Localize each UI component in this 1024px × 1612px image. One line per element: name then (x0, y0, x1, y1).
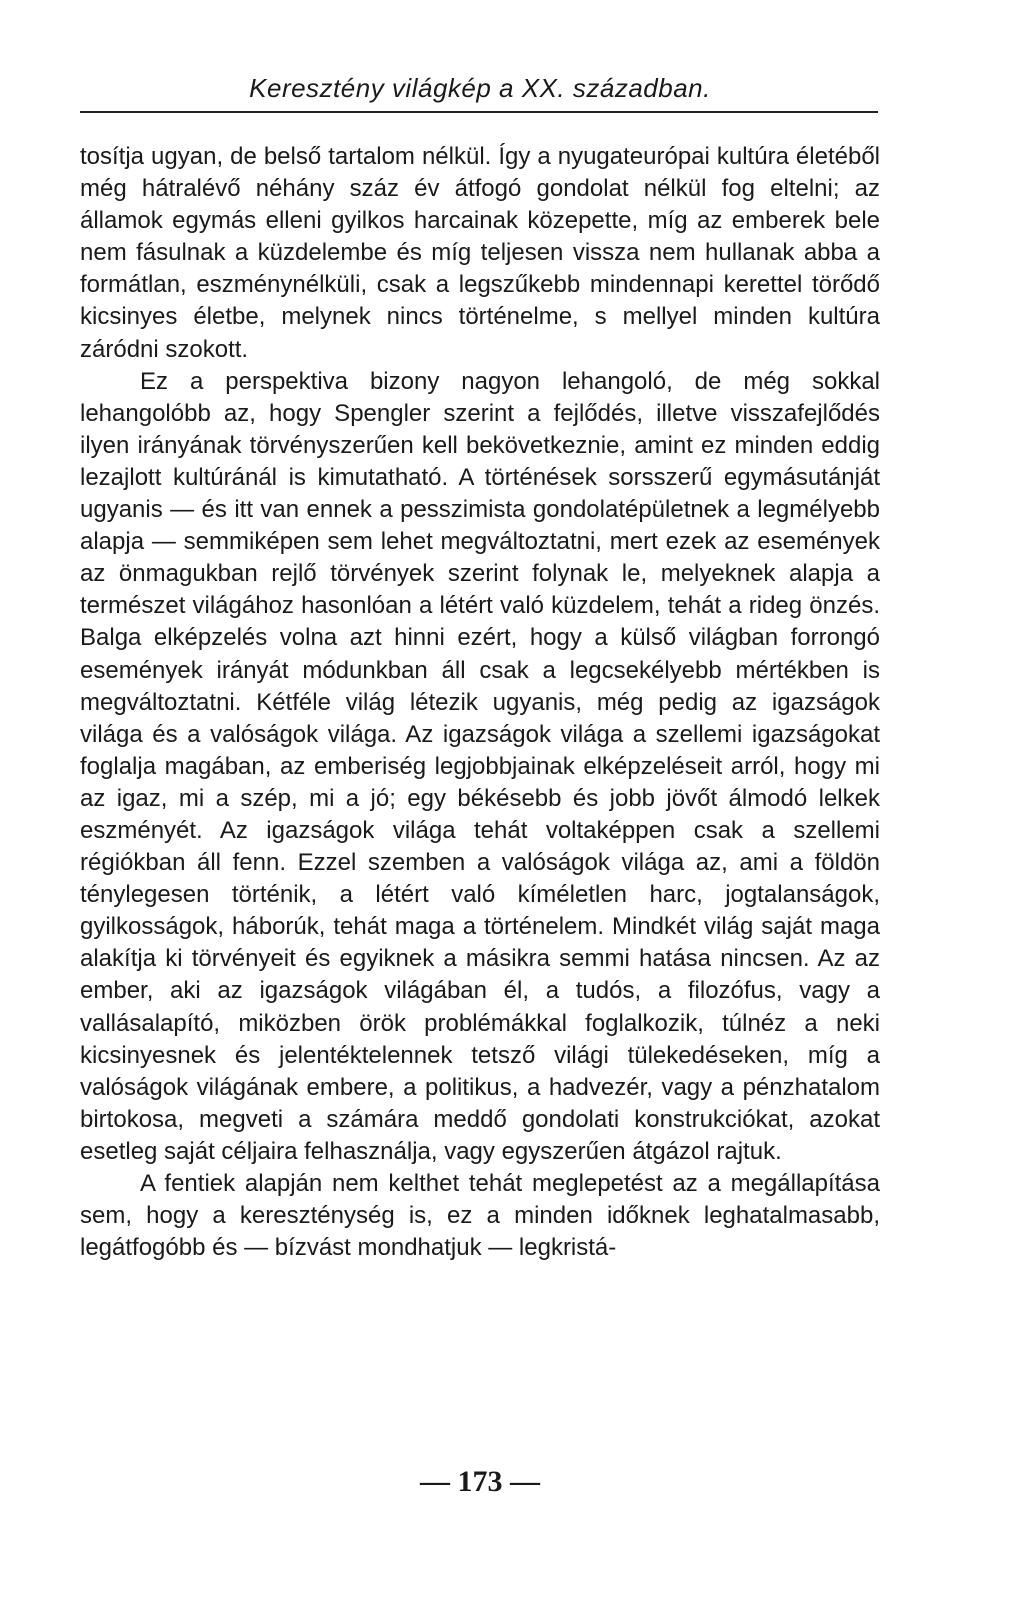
running-head-title: Keresztény világkép a XX. században. (249, 73, 711, 103)
page-number: — 173 — (420, 1465, 540, 1498)
paragraph-conclusion: A fentiek alapján nem kelthet tehát meglepetést az a megállapítása sem, hogy a kereszténység is, ez a minden időknek leghatalmasabb, legátfogóbb és — bízvást mondhatjuk — legkristá- (80, 1170, 880, 1262)
paragraph-perspective: Ez a perspektiva bizony nagyon lehangoló, de még sokkal lehangolóbb az, hogy Spengler szerint a fejlődés, illetve visszafejlődés ilyen irányának törvényszerűen kell bekövetkeznie, amint ez minden eddig lezajlott kultúránál is kimutatható. A történések sorsszerű egymásutánját ugyanis — és itt van ennek a pesszimista gondolatépületnek a legmélyebb alapja — semmiképen sem lehet megváltoztatni, mert ezek az események az önmagukban rejlő törvények szerint folynak le, melyeknek alapja a természet világához hasonlóan a létért való küzdelem, tehát a rideg önzés. Balga elképzelés volna azt hinni ezért, hogy a külső világban forrongó események irányát módunkban áll csak a legcsekélyebb mértékben is megváltoztatni. Kétféle világ létezik ugyanis, még pedig az igazságok világa és a valóságok világa. Az igazságok világa a szellemi igazságokat foglalja magában, az emberiség legjobbjainak elképzeléseit arról, hogy mi az igaz, mi a szép, mi a jó; egy békésebb és jobb jövőt álmodó lelkek eszményét. Az igazságok világa tehát voltaképpen csak a szellemi régiókban áll fenn. Ezzel szemben a valóságok világa az, ami a földön ténylegesen történik, a létért való kíméletlen harc, jogtalanságok, gyilkosságok, háborúk, tehát maga a történelem. Mindkét világ saját maga alakítja ki törvényeit és egyiknek a másikra semmi hatása nincsen. Az az ember, aki az igazságok világában él, a tudós, a filozófus, vagy a vallásalapító, miközben örök problémákkal foglalkozik, túlnéz a neki kicsinyesnek és jelentéktelennek tetsző világi tülekedéseken, míg a valóságok világának embere, a politikus, a hadvezér, vagy a pénzhatalom birtokosa, megveti a számára meddő gondolati konstrukciókat, azokat esetleg saját céljaira felhasználja, vagy egyszerűen átgázol rajtuk. (80, 367, 880, 1165)
paragraph-continuation: tosítja ugyan, de belső tartalom nélkül. Így a nyugateurópai kultúra életéből még hátralévő néhány száz év átfogó gondolat nélkül fog eltelni; az államok egymás elleni gyilkos harcainak közepette, míg az emberek bele nem fásulnak a küzdelembe és míg teljesen vissza nem hullanak abba a formátlan, eszménynélküli, csak a legszűkebb mindennapi kerettel törődő kicsinyes életbe, melynek nincs történelme, s mellyel minden kultúra záródni szokott. (80, 143, 880, 363)
body-text (80, 141, 880, 1264)
header-rule (80, 111, 878, 113)
